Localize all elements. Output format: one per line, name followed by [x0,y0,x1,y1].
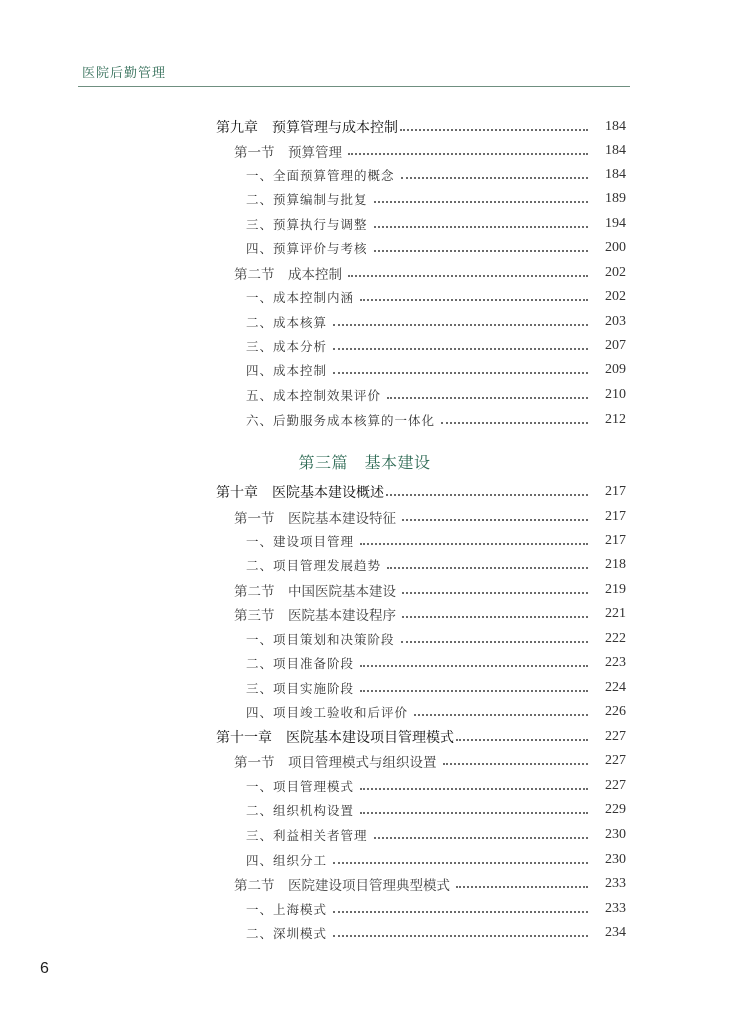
dot-leader [414,700,588,716]
toc-entry-label: 三、预算执行与调整 [246,217,368,232]
dot-leader [374,187,588,203]
toc-entry[interactable] [0,286,729,308]
toc-entry-page: 233 [605,876,626,891]
toc-entry-label: 一、全面预算管理的概念 [246,168,395,183]
toc-entry-label: 四、组织分工 [246,853,328,868]
page-number: 6 [40,960,49,977]
toc-entry[interactable] [0,116,729,138]
toc-entry-label: 四、项目竣工验收和后评价 [246,705,409,720]
toc-entry[interactable] [0,603,729,625]
toc-entry-page: 207 [605,338,626,353]
toc-entry-page: 227 [605,778,626,793]
dot-leader [333,848,588,864]
toc-entry[interactable] [0,409,729,431]
toc-entry[interactable] [0,311,729,333]
toc-entry-page: 229 [605,802,626,817]
toc-entry-page: 230 [605,827,626,842]
toc-entry-label: 第二节 中国医院基本建设 [234,584,396,600]
dot-leader [333,358,588,374]
toc-entry-label: 第一节 预算管理 [234,145,342,161]
toc-entry-page: 202 [605,265,626,280]
toc-entry[interactable] [0,164,729,186]
toc-entry-page: 224 [605,680,626,695]
toc-entry[interactable] [0,701,729,723]
dot-leader [387,553,588,569]
dot-leader [402,602,588,618]
toc-entry[interactable] [0,213,729,235]
running-title: 医院后勤管理 [82,66,167,81]
toc-entry[interactable] [0,873,729,895]
dot-leader [386,480,588,496]
toc-entry[interactable] [0,677,729,699]
toc-entry-page: 189 [605,191,626,206]
toc-entry-label: 第二节 医院建设项目管理典型模式 [234,878,450,894]
toc-entry[interactable] [0,384,729,406]
dot-leader [360,676,588,692]
toc-entry-page: 219 [605,582,626,597]
dot-leader [402,505,588,521]
toc-entry-page: 234 [605,925,626,940]
toc-entry-page: 217 [605,484,626,499]
dot-leader [360,285,588,301]
header-rule [78,86,630,87]
toc-entry-page: 230 [605,852,626,867]
toc-entry-page: 184 [605,119,626,134]
toc-entry-label: 六、后勤服务成本核算的一体化 [246,413,436,428]
toc-entry-page: 217 [605,509,626,524]
toc-entry[interactable] [0,579,729,601]
toc-entry-label: 一、项目策划和决策阶段 [246,632,395,647]
toc-entry-label: 二、预算编制与批复 [246,192,368,207]
toc-entry-label: 第一节 项目管理模式与组织设置 [234,755,437,771]
dot-leader [333,334,588,350]
toc-entry-page: 202 [605,289,626,304]
dot-leader [443,749,589,765]
toc-entry[interactable] [0,506,729,528]
toc-entry-label: 第二节 成本控制 [234,267,342,283]
toc-entry-page: 222 [605,631,626,646]
dot-leader [374,212,588,228]
dot-leader [374,236,588,252]
toc-entry[interactable] [0,898,729,920]
dot-leader [333,310,588,326]
toc-entry-label: 一、上海模式 [246,902,328,917]
toc-entry-label: 第三节 医院基本建设程序 [234,608,396,624]
toc-entry[interactable] [0,554,729,576]
toc-entry-page: 233 [605,901,626,916]
toc-entry-label: 第一节 医院基本建设特征 [234,511,396,527]
dot-leader [333,921,588,937]
dot-leader [360,529,588,545]
toc-entry-page: 227 [605,729,626,744]
toc-entry[interactable] [0,530,729,552]
toc-entry[interactable] [0,775,729,797]
toc-entry[interactable] [0,359,729,381]
dot-leader [348,261,588,277]
toc-entry-page: 184 [605,143,626,158]
toc-entry-page: 212 [605,412,626,427]
toc-entry-page: 194 [605,216,626,231]
dot-leader [401,163,588,179]
toc-entry-label: 四、成本控制 [246,363,328,378]
dot-leader [360,774,588,790]
toc-entry[interactable] [0,335,729,357]
toc-entry[interactable] [0,237,729,259]
toc-entry-label: 二、成本核算 [246,315,328,330]
toc-entry-label: 第十章 医院基本建设概述 [216,485,384,501]
toc-entry-page: 223 [605,655,626,670]
toc-entry-label: 三、成本分析 [246,339,328,354]
toc-entry[interactable] [0,262,729,284]
toc-entry-page: 227 [605,753,626,768]
toc-entry[interactable] [0,726,729,748]
dot-leader [360,798,588,814]
toc-entry[interactable] [0,922,729,944]
toc-entry-page: 226 [605,704,626,719]
toc-entry-page: 210 [605,387,626,402]
toc-entry-label: 一、成本控制内涵 [246,290,355,305]
dot-leader [387,383,588,399]
part-title: 第三篇 基本建设 [298,453,431,472]
toc-entry-label: 二、项目管理发展趋势 [246,558,382,573]
toc-entry-label: 三、利益相关者管理 [246,828,368,843]
toc-entry-page: 209 [605,362,626,377]
toc-entry-label: 四、预算评价与考核 [246,241,368,256]
toc-entry-page: 200 [605,240,626,255]
toc-entry-label: 二、深圳模式 [246,926,328,941]
toc-entry-label: 三、项目实施阶段 [246,681,355,696]
dot-leader [456,872,588,888]
toc-entry-label: 二、项目准备阶段 [246,656,355,671]
dot-leader [360,651,588,667]
toc-entry-page: 217 [605,533,626,548]
toc-entry[interactable] [0,481,729,503]
toc-entry-page: 221 [605,606,626,621]
toc-entry[interactable] [0,628,729,650]
dot-leader [441,408,588,424]
toc-entry[interactable] [0,188,729,210]
toc-entry-label: 第十一章 医院基本建设项目管理模式 [216,730,454,746]
toc-entry-label: 第九章 预算管理与成本控制 [216,120,398,136]
dot-leader [400,115,588,131]
toc-entry[interactable] [0,140,729,162]
toc-entry-label: 五、成本控制效果评价 [246,388,382,403]
toc-entry[interactable] [0,824,729,846]
dot-leader [456,725,588,741]
toc-entry-label: 二、组织机构设置 [246,803,355,818]
dot-leader [402,578,588,594]
toc-entry-label: 一、建设项目管理 [246,534,355,549]
toc-entry-page: 203 [605,314,626,329]
dot-leader [374,823,588,839]
toc-entry-page: 218 [605,557,626,572]
dot-leader [348,139,588,155]
toc-entry[interactable] [0,750,729,772]
toc-entry-page: 184 [605,167,626,182]
toc-entry[interactable] [0,799,729,821]
toc-entry[interactable] [0,849,729,871]
dot-leader [333,897,588,913]
dot-leader [401,627,588,643]
toc-entry-label: 一、项目管理模式 [246,779,355,794]
toc-entry[interactable] [0,652,729,674]
